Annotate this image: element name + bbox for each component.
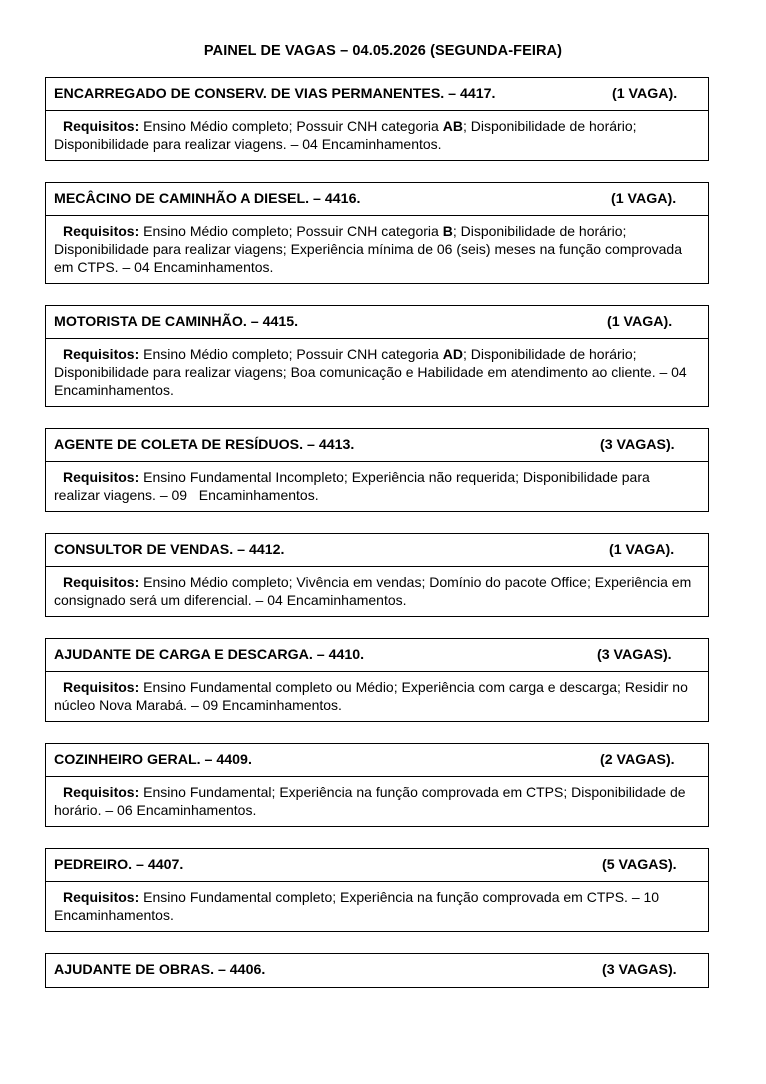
job-requirements: [46, 111, 708, 160]
requirements-label: Requisitos:: [63, 118, 140, 134]
job-header: [46, 639, 708, 672]
job-header: [46, 534, 708, 567]
job-vacancies: (1 VAGA).: [607, 314, 673, 330]
job-title: COZINHEIRO GERAL. – 4409.: [54, 752, 252, 768]
requirements-text: Ensino Fundamental completo ou Médio; Experiência com carga e descarga; Residir no núcleo Nova Marabá. – 09 Encaminhamentos.: [54, 679, 688, 713]
job-header: [46, 306, 708, 339]
job-vacancies: (3 VAGAS).: [602, 962, 677, 978]
requirements-label: Requisitos:: [63, 679, 140, 695]
job-requirements: [46, 339, 708, 406]
requirements-label: Requisitos:: [63, 223, 140, 239]
requirements-text-end: ; Disponibilidade de horário; Disponibilidade para realizar viagens; Experiência mínima de 06 (seis) meses na função comprovada em CTPS. – 04 Encaminhamentos.: [54, 223, 682, 275]
job-header: [46, 78, 708, 111]
job-vacancies: (1 VAGA).: [611, 191, 677, 207]
job-title: MOTORISTA DE CAMINHÃO. – 4415.: [54, 314, 299, 330]
page-title: PAINEL DE VAGAS – 04.05.2026 (SEGUNDA-FEIRA): [203, 43, 563, 59]
requirements-label: Requisitos:: [63, 889, 140, 905]
requirements-label: Requisitos:: [63, 574, 140, 590]
job-header: [46, 744, 708, 777]
requirements-text: Ensino Médio completo; Possuir CNH categoria: [139, 223, 443, 239]
job-requirements: [46, 216, 708, 283]
job-title: PEDREIRO. – 4407.: [54, 857, 184, 873]
job-requirements: [46, 462, 708, 511]
job-requirements: [46, 777, 708, 826]
job-vacancies: (3 VAGAS).: [597, 647, 672, 663]
job-card: [45, 638, 709, 722]
job-requirements: [46, 882, 708, 931]
job-header: [46, 954, 708, 987]
requirements-text: Ensino Médio completo; Possuir CNH categoria: [139, 118, 443, 134]
job-card: [45, 533, 709, 617]
job-title: ENCARREGADO DE CONSERV. DE VIAS PERMANENTES. – 4417.: [54, 86, 496, 102]
job-requirements: [46, 567, 708, 616]
cnh-category: B: [442, 223, 453, 239]
job-card: [45, 305, 709, 407]
requirements-label: Requisitos:: [63, 784, 140, 800]
requirements-label: Requisitos:: [63, 346, 140, 362]
requirements-label: Requisitos:: [63, 469, 140, 485]
job-requirements: [46, 672, 708, 721]
job-header: [46, 183, 708, 216]
job-title: AJUDANTE DE CARGA E DESCARGA. – 4410.: [54, 647, 365, 663]
job-vacancies: (2 VAGAS).: [600, 752, 675, 768]
cnh-category: AD: [442, 346, 463, 362]
job-header: [46, 849, 708, 882]
job-card: [45, 77, 709, 161]
job-card: [45, 953, 709, 988]
requirements-text-end: ; Disponibilidade de horário; Disponibilidade para realizar viagens; Boa comunicação e Habilidade em atendimento ao cliente. – 04 Encaminhamentos.: [54, 346, 687, 398]
job-card: [45, 743, 709, 827]
job-header: [46, 429, 708, 462]
requirements-text: Ensino Fundamental completo; Experiência na função comprovada em CTPS. – 10 Encaminhamentos.: [54, 889, 660, 923]
cnh-category: AB: [442, 118, 463, 134]
job-vacancies: (1 VAGA).: [609, 542, 675, 558]
job-vacancies: (3 VAGAS).: [600, 437, 675, 453]
requirements-text: Ensino Médio completo; Possuir CNH categoria: [139, 346, 443, 362]
job-title: AGENTE DE COLETA DE RESÍDUOS. – 4413.: [54, 437, 355, 453]
job-card: [45, 428, 709, 512]
requirements-text: Ensino Fundamental; Experiência na função comprovada em CTPS; Disponibilidade de horário. – 06 Encaminhamentos.: [54, 784, 686, 818]
job-vacancies: (5 VAGAS).: [602, 857, 677, 873]
job-title: AJUDANTE DE OBRAS. – 4406.: [54, 962, 266, 978]
requirements-text: Ensino Fundamental Incompleto; Experiência não requerida; Disponibilidade para realizar viagens. – 09 Encaminhamentos.: [54, 469, 654, 503]
job-vacancies: (1 VAGA).: [612, 86, 678, 102]
job-card: [45, 848, 709, 932]
job-title: MECÂCINO DE CAMINHÃO A DIESEL. – 4416.: [54, 191, 361, 207]
requirements-text: Ensino Médio completo; Vivência em vendas; Domínio do pacote Office; Experiência em consignado será um diferencial. – 04 Encaminhamentos.: [54, 574, 692, 608]
job-title: CONSULTOR DE VENDAS. – 4412.: [54, 542, 285, 558]
requirements-text-end: ; Disponibilidade de horário; Disponibilidade para realizar viagens. – 04 Encaminhamentos.: [54, 118, 637, 152]
job-card: [45, 182, 709, 284]
